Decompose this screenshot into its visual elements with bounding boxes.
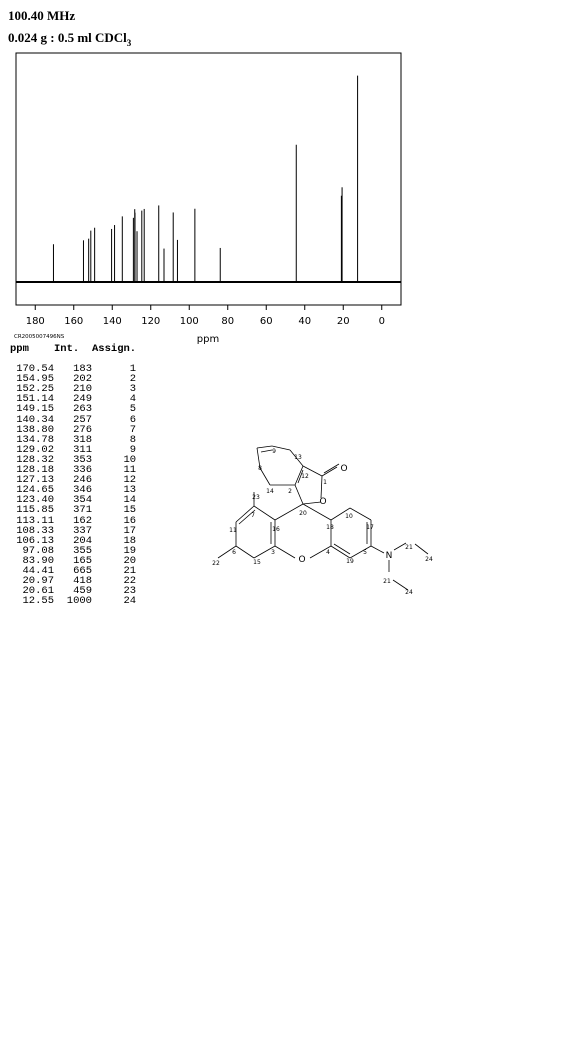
cell-ppm: 20.97 xyxy=(22,575,54,588)
position-label: 11 xyxy=(229,527,237,534)
cell-assign: 22 xyxy=(123,575,137,588)
cell-assign: 8 xyxy=(129,433,137,446)
position-label: 21 xyxy=(405,544,413,551)
cell-int: 204 xyxy=(73,534,92,547)
table-header-row xyxy=(10,344,136,354)
cell-ppm: 108.33 xyxy=(16,524,54,537)
cell-assign: 1 xyxy=(129,363,137,376)
cell-int: 355 xyxy=(73,544,92,557)
table-row xyxy=(10,505,136,515)
position-label: 10 xyxy=(345,513,353,520)
x-tick-label: 40 xyxy=(298,316,312,327)
cell-assign: 4 xyxy=(129,393,137,406)
x-tick-label: 180 xyxy=(25,316,45,327)
cell-assign: 17 xyxy=(123,524,137,537)
x-tick-label: 120 xyxy=(141,316,161,327)
position-label: 24 xyxy=(425,556,433,563)
position-label: 17 xyxy=(366,524,374,531)
cell-assign: 20 xyxy=(123,554,137,567)
spectrum-code: CR2005007496NS xyxy=(14,334,65,340)
cell-assign: 10 xyxy=(123,453,137,466)
position-label: 20 xyxy=(299,510,307,517)
cell-ppm: 44.41 xyxy=(22,564,54,577)
cell-assign: 15 xyxy=(123,504,137,517)
cell-ppm: 12.55 xyxy=(22,595,54,608)
cell-assign: 6 xyxy=(129,413,137,426)
cell-ppm: 140.34 xyxy=(16,413,54,426)
cell-assign: 9 xyxy=(129,443,137,456)
position-label: 7 xyxy=(251,512,255,519)
x-tick-label: 60 xyxy=(259,316,273,327)
x-tick-label: 20 xyxy=(336,316,350,327)
cell-assign: 12 xyxy=(123,474,137,487)
cell-int: 1000 xyxy=(66,595,92,608)
cell-int: 183 xyxy=(73,363,92,376)
peak-table xyxy=(10,344,136,606)
x-tick-label: 100 xyxy=(179,316,199,327)
position-label: 2 xyxy=(288,488,292,495)
cell-int: 165 xyxy=(73,554,92,567)
cell-ppm: 124.65 xyxy=(16,484,54,497)
sample-text: 0.024 g : 0.5 ml CDCl xyxy=(8,30,127,45)
cell-int: 162 xyxy=(73,514,92,527)
cell-ppm: 127.13 xyxy=(16,474,54,487)
cell-ppm: 129.02 xyxy=(16,443,54,456)
cell-int: 249 xyxy=(73,393,92,406)
cell-ppm: 115.85 xyxy=(16,504,54,517)
cell-ppm: 138.80 xyxy=(16,423,54,436)
cell-int: 276 xyxy=(73,423,92,436)
position-label: 3 xyxy=(271,549,275,556)
position-label: 6 xyxy=(232,549,236,556)
cell-int: 202 xyxy=(73,373,92,386)
molecule-structure xyxy=(200,440,450,610)
position-label: 23 xyxy=(252,494,260,501)
cell-assign: 2 xyxy=(129,373,137,386)
position-label: 12 xyxy=(301,473,309,480)
cell-assign: 5 xyxy=(129,403,137,416)
col-header-ppm: ppm xyxy=(10,343,29,355)
cell-int: 371 xyxy=(73,504,92,517)
x-tick-label: 140 xyxy=(102,316,122,327)
cell-assign: 16 xyxy=(123,514,137,527)
cell-assign: 14 xyxy=(123,494,137,507)
x-tick-label: 80 xyxy=(221,316,235,327)
cell-assign: 19 xyxy=(123,544,137,557)
cell-int: 246 xyxy=(73,474,92,487)
bonds xyxy=(218,446,428,590)
cell-assign: 13 xyxy=(123,484,137,497)
peaks-group xyxy=(53,76,357,282)
cell-ppm: 20.61 xyxy=(22,585,54,598)
position-label: 15 xyxy=(253,559,261,566)
cell-int: 354 xyxy=(73,494,92,507)
cell-ppm: 113.11 xyxy=(16,514,54,527)
position-label: 13 xyxy=(294,454,302,461)
cell-int: 337 xyxy=(73,524,92,537)
cell-ppm: 170.54 xyxy=(16,363,54,376)
cell-int: 257 xyxy=(73,413,92,426)
cell-int: 418 xyxy=(73,575,92,588)
position-label: 4 xyxy=(326,549,330,556)
cell-ppm: 152.25 xyxy=(16,383,54,396)
position-label: 1 xyxy=(323,479,327,486)
sample-subscript: 3 xyxy=(126,38,132,48)
position-label: 21 xyxy=(383,578,391,585)
position-label: 8 xyxy=(258,465,262,472)
atom-label-o: O xyxy=(319,497,327,507)
position-labels xyxy=(212,448,433,596)
cell-assign: 3 xyxy=(129,383,137,396)
cell-ppm: 97.08 xyxy=(22,544,54,557)
cell-assign: 7 xyxy=(129,423,137,436)
cell-ppm: 106.13 xyxy=(16,534,54,547)
cell-ppm: 149.15 xyxy=(16,403,54,416)
cell-int: 665 xyxy=(73,564,92,577)
cell-int: 210 xyxy=(73,383,92,396)
cell-int: 353 xyxy=(73,453,92,466)
nmr-spectrum-chart xyxy=(0,0,570,345)
atom-label-o: O xyxy=(298,555,306,565)
position-label: 16 xyxy=(272,526,280,533)
col-header-int: Int. xyxy=(54,343,80,355)
cell-ppm: 128.32 xyxy=(16,453,54,466)
x-axis-ticks xyxy=(26,305,385,327)
cell-assign: 23 xyxy=(123,585,137,598)
cell-int: 346 xyxy=(73,484,92,497)
x-axis-label: ppm xyxy=(196,334,220,345)
position-label: 9 xyxy=(272,448,276,455)
cell-ppm: 128.18 xyxy=(16,464,54,477)
cell-assign: 18 xyxy=(123,534,137,547)
cell-int: 263 xyxy=(73,403,92,416)
cell-int: 459 xyxy=(73,585,92,598)
position-label: 14 xyxy=(266,488,274,495)
position-label: 19 xyxy=(346,558,354,565)
cell-ppm: 123.40 xyxy=(16,494,54,507)
position-label: 5 xyxy=(363,549,367,556)
cell-int: 318 xyxy=(73,433,92,446)
cell-assign: 24 xyxy=(123,595,137,608)
cell-ppm: 154.95 xyxy=(16,373,54,386)
position-label: 24 xyxy=(405,589,413,596)
position-label: 18 xyxy=(326,524,334,531)
cell-int: 336 xyxy=(73,464,92,477)
cell-ppm: 134.78 xyxy=(16,433,54,446)
cell-assign: 11 xyxy=(123,464,137,477)
atom-label-o: O xyxy=(340,464,348,474)
table-row xyxy=(10,596,136,606)
x-tick-label: 0 xyxy=(378,316,385,327)
position-label: 22 xyxy=(212,560,220,567)
cell-assign: 21 xyxy=(123,564,137,577)
cell-int: 311 xyxy=(73,443,92,456)
spectrometer-frequency: 100.40 MHz xyxy=(8,8,76,23)
cell-ppm: 83.90 xyxy=(22,554,54,567)
plot-frame xyxy=(16,53,401,305)
x-tick-label: 160 xyxy=(64,316,84,327)
atom-label-n: N xyxy=(385,551,393,561)
col-header-assign: Assign. xyxy=(92,343,137,355)
cell-ppm: 151.14 xyxy=(16,393,54,406)
